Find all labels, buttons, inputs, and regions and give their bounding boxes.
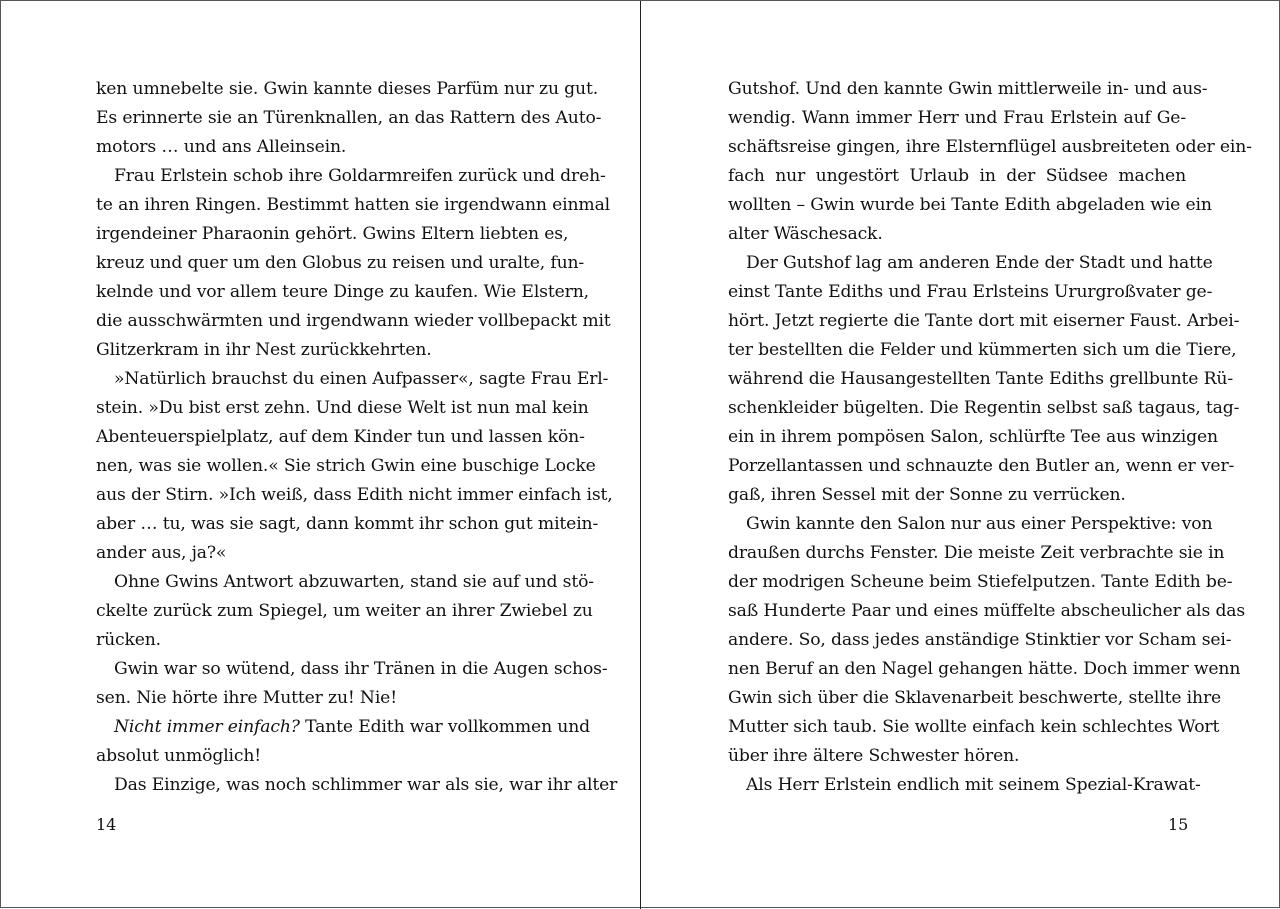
text-line: Gwin sich über die Sklavenarbeit beschwerte, stellte ihre bbox=[728, 688, 1222, 708]
text-line: Das Einzige, was noch schlimmer war als sie, war ihr alter bbox=[114, 775, 618, 795]
text-line: während die Hausangestellten Tante Ediths grellbunte Rü- bbox=[728, 369, 1233, 389]
text-line: motors … und ans Alleinsein. bbox=[96, 137, 347, 157]
text-line: schenkleider bügelten. Die Regentin selbst saß tagaus, tag- bbox=[728, 398, 1240, 418]
text-line: sen. Nie hörte ihre Mutter zu! Nie! bbox=[96, 688, 397, 708]
text-line: die ausschwärmten und irgendwann wieder vollbepackt mit bbox=[96, 311, 611, 331]
text-line: Gwin kannte den Salon nur aus einer Perspektive: von bbox=[746, 514, 1213, 534]
text-line: absolut unmöglich! bbox=[96, 746, 262, 766]
text-line: Glitzerkram in ihr Nest zurückkehrten. bbox=[96, 340, 432, 360]
text-line: fach nur ungestört Urlaub in der Südsee machen bbox=[728, 166, 1186, 186]
text-line: Gwin war so wütend, dass ihr Tränen in die Augen schos- bbox=[114, 659, 608, 679]
text-line: Als Herr Erlstein endlich mit seinem Spezial-Krawat- bbox=[746, 775, 1201, 795]
text-line: saß Hunderte Paar und eines müffelte abscheulicher als das bbox=[728, 601, 1246, 621]
text-line: ckelte zurück zum Spiegel, um weiter an ihrer Zwiebel zu bbox=[96, 601, 593, 621]
text-line: nen, was sie wollen.« Sie strich Gwin eine buschige Locke bbox=[96, 456, 596, 476]
text-line: Porzellantassen und schnauzte den Butler an, wenn er ver- bbox=[728, 456, 1235, 476]
text-line: über ihre ältere Schwester hören. bbox=[728, 746, 1020, 766]
text-line: wollten – Gwin wurde bei Tante Edith abgeladen wie ein bbox=[728, 195, 1212, 215]
text-line: kelnde und vor allem teure Dinge zu kaufen. Wie Elstern, bbox=[96, 282, 589, 302]
text-line: alter Wäschesack. bbox=[728, 224, 883, 244]
text-line: draußen durchs Fenster. Die meiste Zeit verbrachte sie in bbox=[728, 543, 1225, 563]
text-line: wendig. Wann immer Herr und Frau Erlstein auf Ge- bbox=[728, 108, 1186, 128]
text-line: andere. So, dass jedes anständige Stinktier vor Scham sei- bbox=[728, 630, 1232, 650]
right-page-text bbox=[728, 75, 1252, 800]
text-line: stein. »Du bist erst zehn. Und diese Welt ist nun mal kein bbox=[96, 398, 589, 418]
right-page-number: 15 bbox=[1168, 815, 1189, 834]
text-line: der modrigen Scheune beim Stiefelputzen. Tante Edith be- bbox=[728, 572, 1233, 592]
text-line: Frau Erlstein schob ihre Goldarmreifen zurück und dreh- bbox=[114, 166, 606, 186]
text-line: aus der Stirn. »Ich weiß, dass Edith nicht immer einfach ist, bbox=[96, 485, 613, 505]
text-line: Abenteuerspielplatz, auf dem Kinder tun und lassen kön- bbox=[96, 427, 585, 447]
text-line: »Natürlich brauchst du einen Aufpasser«, sagte Frau Erl- bbox=[114, 369, 609, 389]
text-line: hört. Jetzt regierte die Tante dort mit eiserner Faust. Arbei- bbox=[728, 311, 1240, 331]
text-line: rücken. bbox=[96, 630, 161, 650]
text-line: ein in ihrem pompösen Salon, schlürfte Tee aus winzigen bbox=[728, 427, 1218, 447]
text-line: schäftsreise gingen, ihre Elsternflügel ausbreiteten oder ein- bbox=[728, 137, 1252, 157]
text-line: ter bestellten die Felder und kümmerten sich um die Tiere, bbox=[728, 340, 1237, 360]
text-line: einst Tante Ediths und Frau Erlsteins Ururgroßvater ge- bbox=[728, 282, 1213, 302]
text-line: ken umnebelte sie. Gwin kannte dieses Parfüm nur zu gut. bbox=[96, 79, 599, 99]
left-page-text bbox=[96, 75, 618, 800]
text-line: nen Beruf an den Nagel gehangen hätte. Doch immer wenn bbox=[728, 659, 1241, 679]
text-line: aber … tu, was sie sagt, dann kommt ihr schon gut mitein- bbox=[96, 514, 599, 534]
text-line: Ohne Gwins Antwort abzuwarten, stand sie auf und stö- bbox=[114, 572, 594, 592]
text-line: irgendeiner Pharaonin gehört. Gwins Eltern liebten es, bbox=[96, 224, 569, 244]
left-page-number: 14 bbox=[96, 815, 117, 834]
text-line: Mutter sich taub. Sie wollte einfach kein schlechtes Wort bbox=[728, 717, 1220, 737]
text-line: Der Gutshof lag am anderen Ende der Stadt und hatte bbox=[746, 253, 1213, 273]
text-line: Gutshof. Und den kannte Gwin mittlerweile in- und aus- bbox=[728, 79, 1208, 99]
text-line: Es erinnerte sie an Türenknallen, an das Rattern des Auto- bbox=[96, 108, 602, 128]
text-line: kreuz und quer um den Globus zu reisen und uralte, fun- bbox=[96, 253, 585, 273]
text-line: te an ihren Ringen. Bestimmt hatten sie irgendwann einmal bbox=[96, 195, 611, 215]
italic-phrase: Nicht immer einfach? bbox=[114, 717, 300, 737]
text-line: gaß, ihren Sessel mit der Sonne zu verrücken. bbox=[728, 485, 1126, 505]
page-gutter bbox=[640, 1, 641, 909]
line-rest: Tante Edith war vollkommen und bbox=[299, 717, 590, 737]
text-line bbox=[96, 713, 590, 742]
text-line: ander aus, ja?« bbox=[96, 543, 227, 563]
